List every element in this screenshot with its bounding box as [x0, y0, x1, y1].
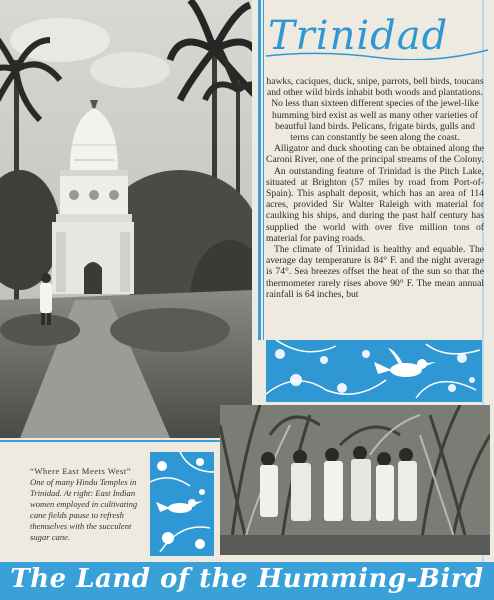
- bird-icon: [374, 348, 436, 377]
- caption-text: One of many Hindu Temples in Trinidad. At right: East Indian women employed in cultivating cane fields pause to refresh themselves with the succulent sugar cane.: [30, 477, 138, 542]
- title-swash-ornament: [262, 20, 492, 60]
- paragraph-climate: The climate of Trinidad is healthy and equable. The average day temperature is 84° F. and the night average is 74°. Sea breezes offset the heat of the sun so that the thermometer rarely rises above 90° F. The mean annual rainfall is 64 inches, but: [266, 244, 484, 300]
- frame-rule-bottom-left: [0, 440, 220, 442]
- frame-rule-left: [258, 0, 261, 340]
- cane-field-workers-photo: [220, 405, 490, 555]
- paragraph-birds: hawks, caciques, duck, snipe, parrots, bell birds, toucans and other wild birds inhabit both woods and plantations. No less than sixteen different species of the jewel-like humming bird exist as well as many other varieties of beautful land birds. Pelicans, frigate birds, gulls and terns can constantly be seen along the coast.: [266, 76, 484, 144]
- paragraph-alligator: Alligator and duck shooting can be obtained along the Caroni River, one of the principal streams of the Colony.: [266, 143, 484, 166]
- title-text: Trinidad: [268, 13, 449, 59]
- photo-caption: [30, 466, 145, 543]
- article-body: [266, 76, 484, 340]
- bird-ornament-panel: [266, 340, 482, 402]
- page-title: [268, 12, 486, 60]
- small-bird-icon: [156, 499, 203, 513]
- hindu-temple-photo: [0, 0, 252, 438]
- paragraph-pitch-lake: An outstanding feature of Trinidad is the Pitch Lake, situated at Brighton (57 miles by road from Port-of-Spain). This asphalt deposit, which has an area of 114 acres, provided Sir Walter Raleigh with material for caulking his ships, and during the past half century has supplied the world with over five million tons of material for paving roads.: [266, 165, 484, 244]
- caption-quote: “Where East Meets West”: [30, 466, 132, 476]
- footer-banner: [0, 562, 494, 600]
- footer-text: The Land of the Humming-Bird: [10, 564, 484, 594]
- small-bird-ornament-panel: [150, 452, 214, 556]
